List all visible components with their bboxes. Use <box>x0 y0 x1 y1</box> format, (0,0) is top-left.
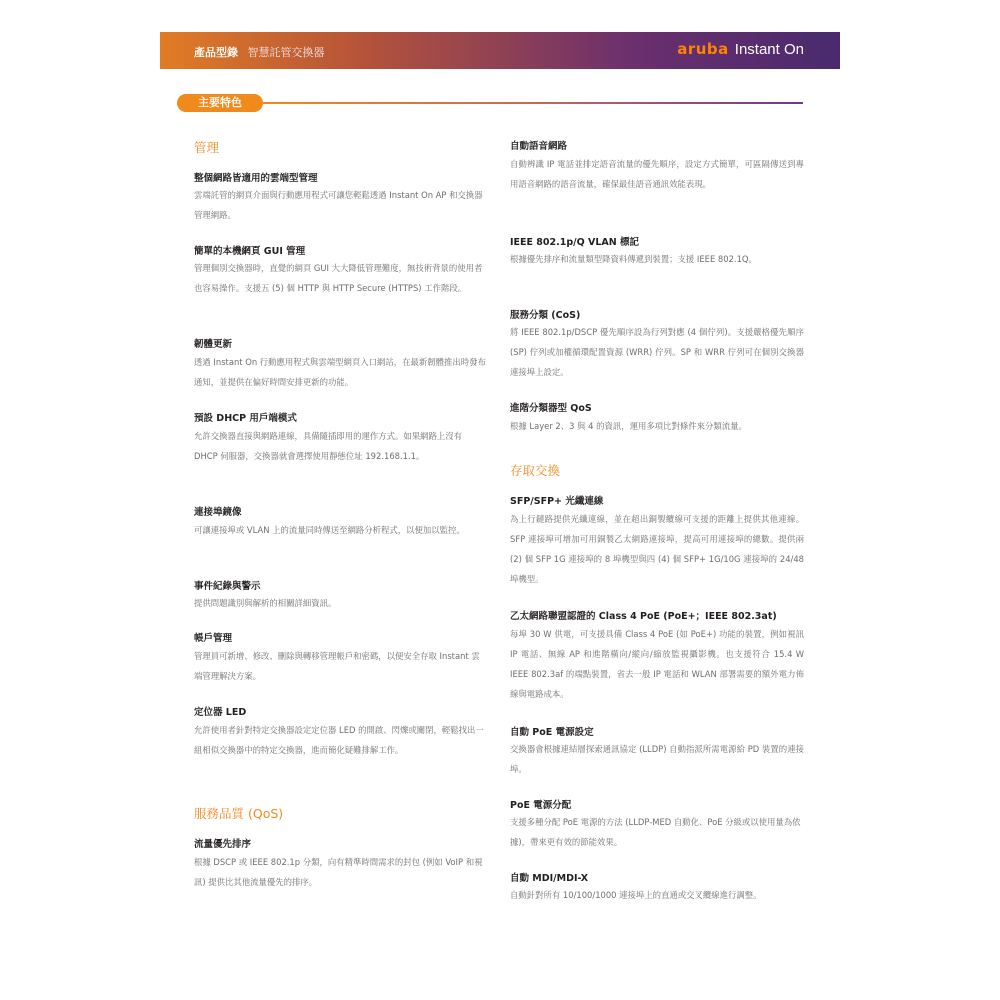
feature-text-firmware: 透過 Instant On 行動應用程式與雲端型網頁入口網站，在最新韌體推出時發布通知，並提供在偏好時間安排更新的功能。 <box>194 357 486 387</box>
feature-text-mirror: 可讓連接埠或 VLAN 上的流量同時傳送至網路分析程式，以便加以監控。 <box>194 525 465 535</box>
feature-text-mdi: 自動針對所有 10/100/1000 連接埠上的直通或交叉纜線進行調整。 <box>510 890 762 900</box>
feature-title-led: 定位器 LED <box>194 707 247 718</box>
heading-management: 管理 <box>194 140 220 155</box>
feature-title-gui: 簡單的本機網頁 GUI 管理 <box>194 246 306 257</box>
feature-title-poe: 乙太網路聯盟認證的 Class 4 PoE (PoE+；IEEE 802.3at) <box>510 611 777 622</box>
feature-text-dhcp: 允許交換器直接與網路連線，具備隨插即用的運作方式。如果網路上沒有 DHCP 伺服器，交換器就會選擇使用靜態位址 192.168.1.1。 <box>194 431 462 461</box>
feature-text-sfp: 為上行鏈路提供光纖連線，並在超出銅製纜線可支援的距離上提供其他連線。SFP 連接埠可增加可用銅製乙太網路連接埠，提高可用連接埠的總數。提供兩 (2) 個 SFP 1G 連接埠的 8 埠機型與四 (4) 個 SFP+ 1G/10G 連接埠的 24/48 埠機型。 <box>510 514 804 584</box>
feature-title-cloud: 整個網路皆適用的雲端型管理 <box>194 173 318 184</box>
feature-text-accounts: 管理員可新增、修改、刪除與轉移管理帳戶和密碼，以便安全存取 Instant 雲端管理解決方案。 <box>194 651 480 681</box>
feature-text-led: 允許使用者針對特定交換器設定定位器 LED 的開啟、閃爍或關閉，輕鬆找出一組相似交換器中的特定交換器，進而簡化疑難排解工作。 <box>194 725 484 755</box>
document-category <box>194 44 325 60</box>
header-bar <box>160 32 840 69</box>
brand-product: Instant On <box>734 41 804 58</box>
feature-title-mirror: 連接埠鏡像 <box>194 507 242 518</box>
category-label: 產品型錄 <box>194 46 238 59</box>
heading-qos: 服務品質 (QoS) <box>194 806 284 821</box>
feature-title-voice: 自動語音網路 <box>510 141 568 152</box>
feature-title-mdi: 自動 MDI/MDI-X <box>510 873 589 884</box>
feature-title-sfp: SFP/SFP+ 光纖連線 <box>510 496 604 507</box>
feature-text-adv-qos: 根據 Layer 2、3 與 4 的資訊，運用多項比對條件來分類流量。 <box>510 421 747 431</box>
product-subtitle: 智慧託管交換器 <box>247 46 325 59</box>
feature-title-accounts: 帳戶管理 <box>194 633 233 644</box>
feature-text-poe: 每埠 30 W 供電，可支援具備 Class 4 PoE (如 PoE+) 功能的裝置，例如視訊 IP 電話、無線 AP 和進階橫向/縱向/縮放監視攝影機。也支援符合 15.4 W IEEE 802.3af 的端點裝置，省去一般 IP 電話和 WLAN 部署需要的額外電力佈線與電路成本。 <box>510 629 804 699</box>
feature-title-cos: 服務分類 (CoS) <box>510 310 581 321</box>
feature-title-poe-alloc: PoE 電源分配 <box>510 800 572 811</box>
feature-title-logging: 事件紀錄與警示 <box>194 581 261 592</box>
brand-aruba: aruba <box>677 40 729 58</box>
feature-text-logging: 提供問題識別與解析的相關詳細資訊。 <box>194 598 337 608</box>
heading-access: 存取交換 <box>510 463 561 478</box>
feature-text-cloud: 雲端託管的網頁介面與行動應用程式可讓您輕鬆透過 Instant On AP 和交換器管理網路。 <box>194 190 483 220</box>
feature-text-vlan: 根據優先排序和流量類型降資料傳遞到裝置；支援 IEEE 802.1Q。 <box>510 254 757 264</box>
section-tab-key-features: 主要特色 <box>177 94 263 112</box>
feature-text-cos: 將 IEEE 802.1p/DSCP 優先順序設為行列對應 (4 個佇列)。支援嚴格優先順序 (SP) 佇列或加權循環配置資源 (WRR) 佇列。SP 和 WRR 佇列可在個別交換器連接埠上設定。 <box>510 327 804 377</box>
aruba-logo <box>677 40 804 58</box>
feature-text-priority: 根據 DSCP 或 IEEE 802.1p 分類，向有精準時間需求的封包 (例如 VoIP 和視訊) 提供比其他流量優先的排序。 <box>194 857 483 887</box>
feature-text-auto-poe: 交換器會根據連結層探索通訊協定 (LLDP) 自動指派所需電源給 PD 裝置的連接埠。 <box>510 744 804 774</box>
feature-text-poe-alloc: 支援多種分配 PoE 電源的方法 (LLDP-MED 自動化、PoE 分級或以使用量為依據)，帶來更有效的節能效果。 <box>510 817 801 847</box>
feature-title-priority: 流量優先排序 <box>194 839 252 850</box>
feature-title-vlan: IEEE 802.1p/Q VLAN 標記 <box>510 237 640 248</box>
feature-title-dhcp: 預設 DHCP 用戶端模式 <box>194 413 297 424</box>
feature-title-auto-poe: 自動 PoE 電源設定 <box>510 727 594 738</box>
feature-text-gui: 管理個別交換器時，直覺的網頁 GUI 大大降低管理難度，無技術背景的使用者也容易操作。支援五 (5) 個 HTTP 與 HTTP Secure (HTTPS) 工作階段。 <box>194 263 483 293</box>
feature-text-voice: 自動辨識 IP 電話並排定語音流量的優先順序，設定方式簡單，可區隔傳送到專用語音網路的語音流量，確保最佳語音通訊效能表現。 <box>510 159 804 189</box>
feature-title-firmware: 韌體更新 <box>194 339 233 350</box>
section-divider <box>263 102 803 104</box>
feature-title-adv-qos: 進階分類器型 QoS <box>510 403 592 414</box>
